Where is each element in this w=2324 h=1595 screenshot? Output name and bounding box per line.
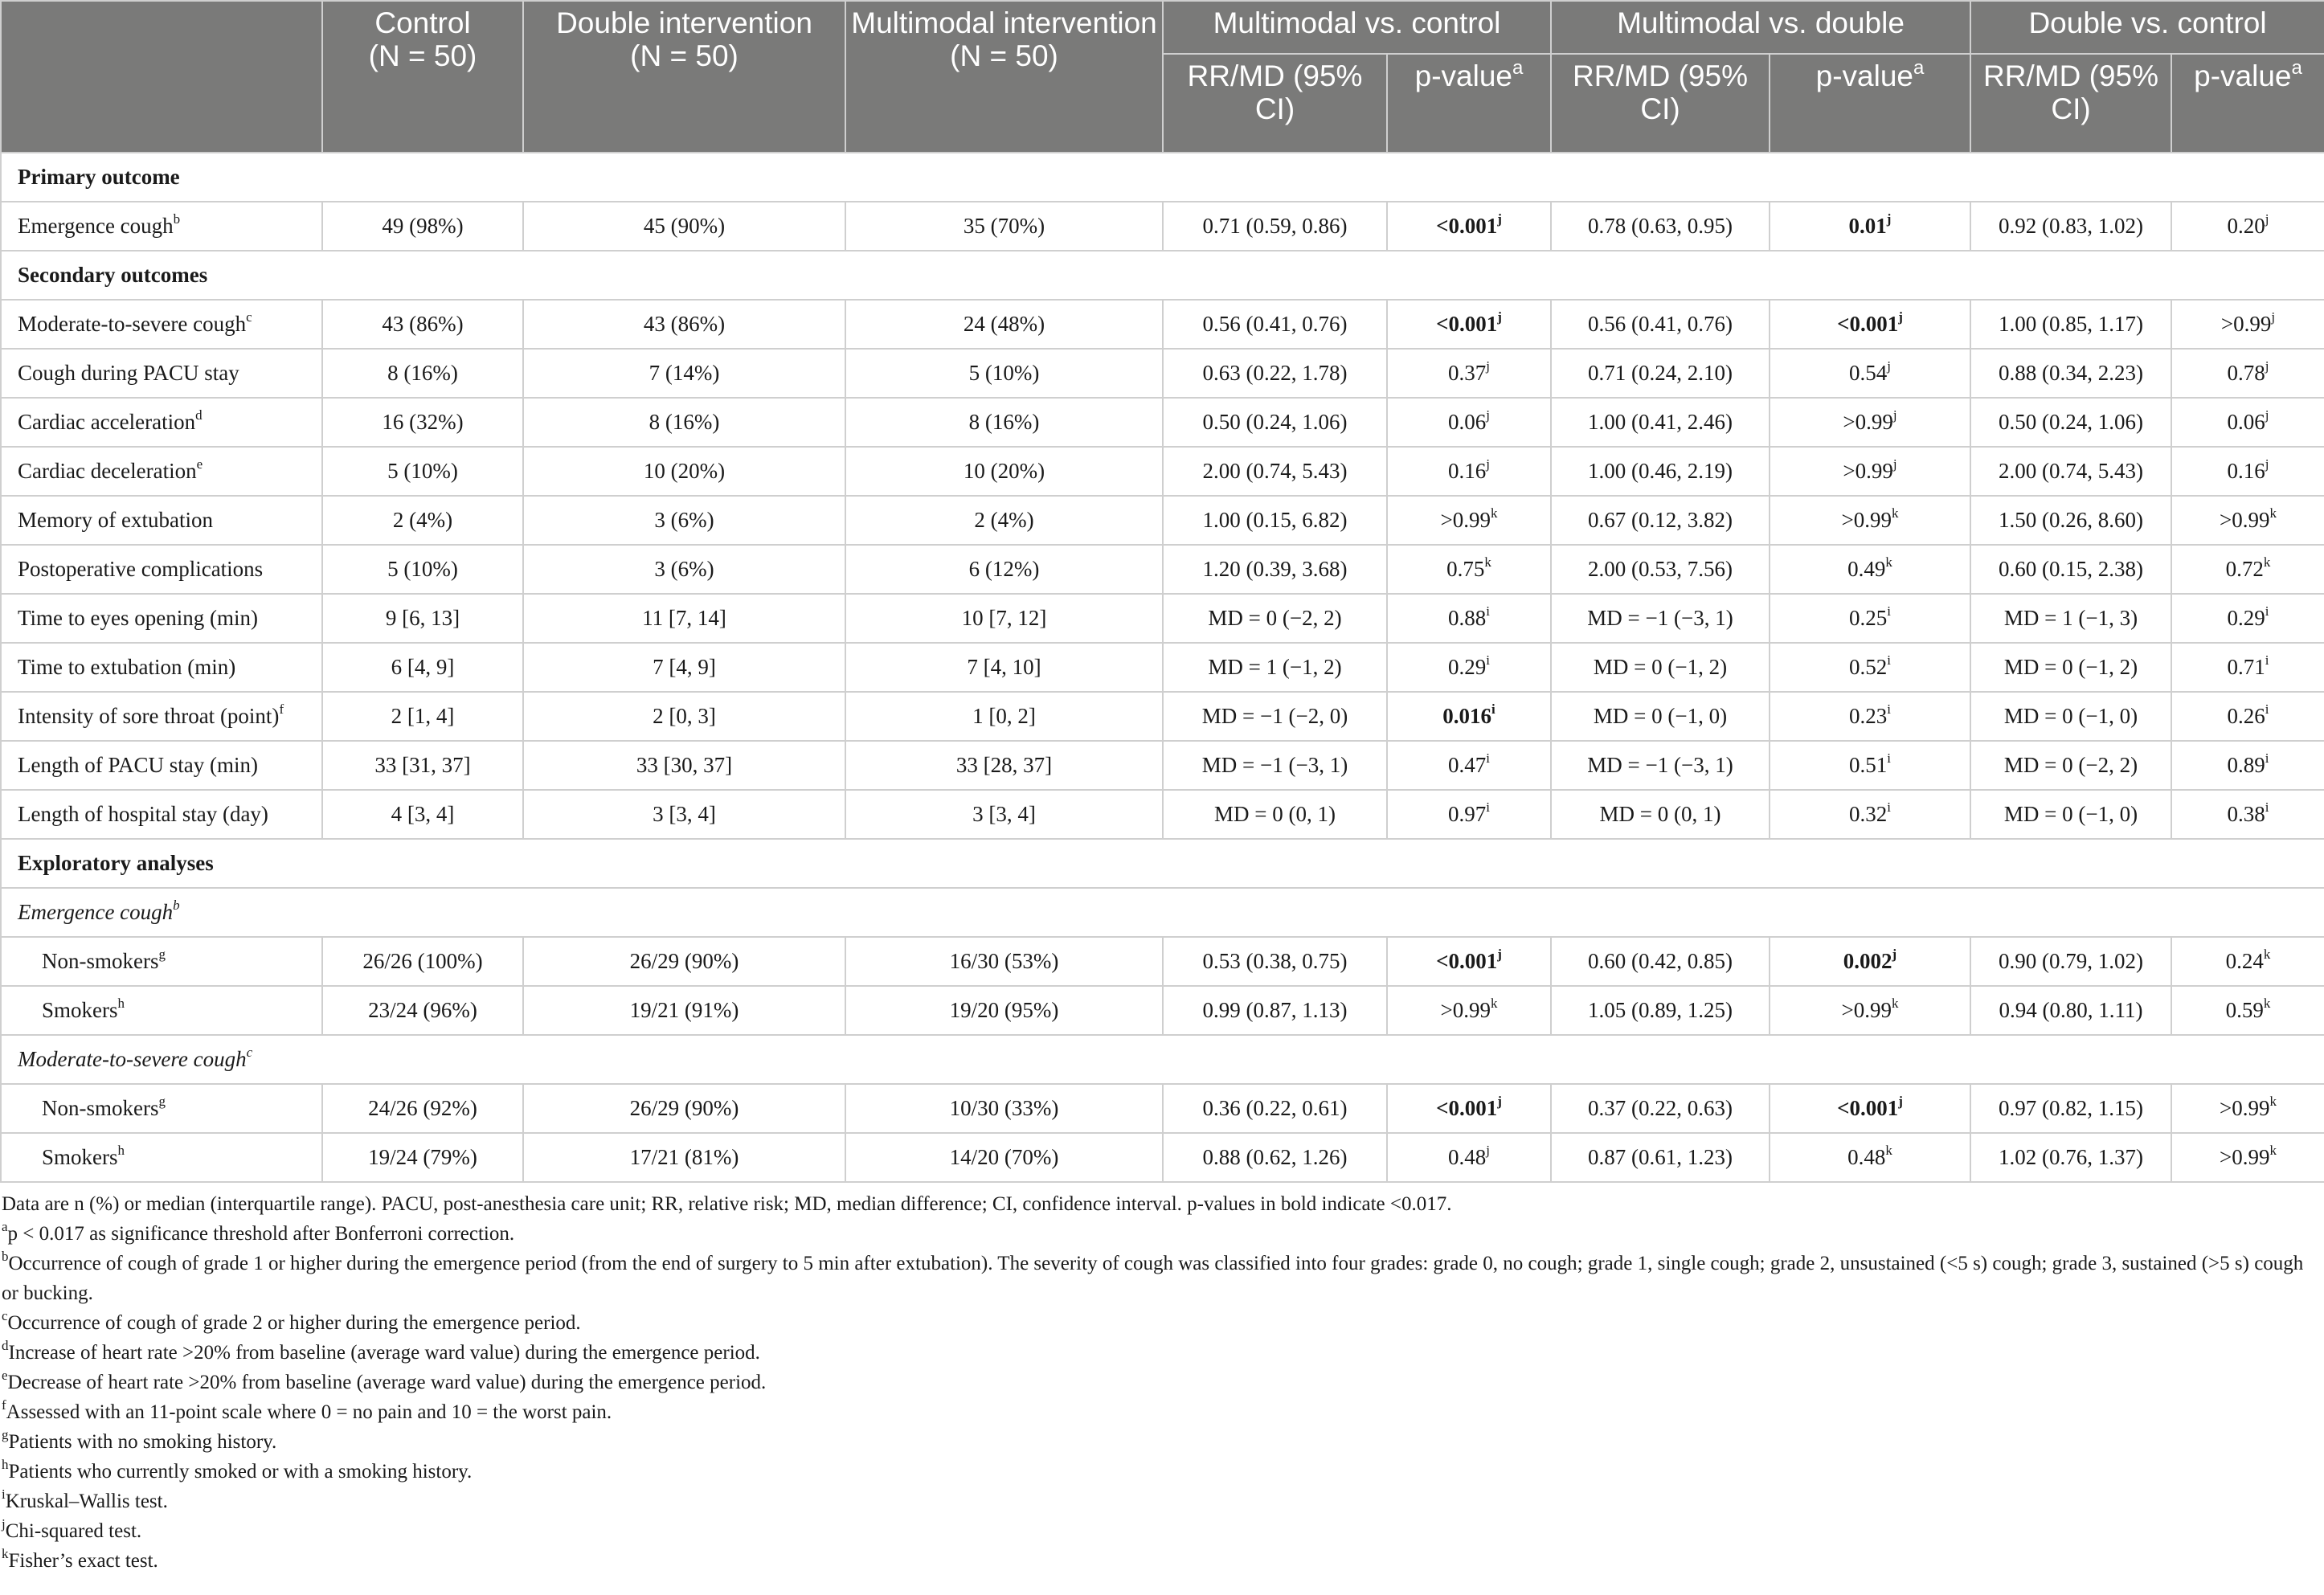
table-row [1, 643, 2324, 692]
mvc-rr-cell: MD = −1 (−3, 1) [1163, 741, 1387, 790]
footnote-mark: j [1898, 309, 1903, 325]
mvd-p-cell: $>0.99^j$ [1770, 447, 1970, 496]
mvc-rr-cell: 0.63 (0.22, 1.78) [1163, 349, 1387, 398]
subgroup-title: Emergence cough$^b$ [1, 888, 2324, 937]
multimodal-cell: 19/20 (95%) [845, 986, 1163, 1035]
mvd-p-cell: 0.25$^i$ [1770, 594, 1970, 643]
footnote-mark: j [1497, 309, 1502, 325]
table-body [1, 153, 2324, 1182]
footnote-mark: c [246, 309, 252, 325]
table-row [1, 692, 2324, 741]
footnote-mark: j [2265, 407, 2269, 423]
footnote-mark: k [2263, 554, 2271, 570]
footnote-mark: b [173, 211, 181, 227]
table-row [1, 741, 2324, 790]
header-comparison-mvc: Multimodal vs. control [1163, 1, 1551, 54]
mvc-rr-cell: 0.50 (0.24, 1.06) [1163, 398, 1387, 447]
control-cell: 8 (16%) [322, 349, 523, 398]
double-cell: 26/29 (90%) [523, 937, 845, 986]
mvc-rr-cell: 0.56 (0.41, 0.76) [1163, 300, 1387, 349]
row-label: Cardiac deceleration$^e$ [1, 447, 322, 496]
double-cell: 3 (6%) [523, 545, 845, 594]
mvd-rr-cell: 0.87 (0.61, 1.23) [1551, 1133, 1770, 1182]
row-label: Non-smokers$^g$ [1, 937, 322, 986]
dvc-p-cell: 0.24$^k$ [2171, 937, 2324, 986]
table-row [1, 1133, 2324, 1182]
dvc-p-cell: 0.78$^j$ [2171, 349, 2324, 398]
table-row [1, 300, 2324, 349]
row-label: Memory of extubation [1, 496, 322, 545]
row-label: Postoperative complications [1, 545, 322, 594]
row-label: Cardiac acceleration$^d$ [1, 398, 322, 447]
footnote-mark: j [1497, 947, 1502, 962]
row-label: Time to extubation (min) [1, 643, 322, 692]
dvc-p-cell: 0.16$^j$ [2171, 447, 2324, 496]
control-cell: 26/26 (100%) [322, 937, 523, 986]
mvd-rr-cell: 0.60 (0.42, 0.85) [1551, 937, 1770, 986]
dvc-rr-cell: MD = 0 (−1, 0) [1970, 790, 2171, 839]
multimodal-cell: 3 [3, 4] [845, 790, 1163, 839]
double-cell: 45 (90%) [523, 202, 845, 251]
footnote-mark: e [196, 456, 203, 472]
double-cell: 3 (6%) [523, 496, 845, 545]
footnote-mark: i [2265, 603, 2269, 619]
footnote-mark: i [2265, 750, 2269, 766]
double-cell: 43 (86%) [523, 300, 845, 349]
mvc-rr-cell: MD = 1 (−1, 2) [1163, 643, 1387, 692]
mvd-rr-cell: 1.00 (0.46, 2.19) [1551, 447, 1770, 496]
row-label: Non-smokers$^g$ [1, 1084, 322, 1133]
mvd-p-cell: $<0.001^j$ [1770, 1084, 1970, 1133]
header-p-mvc: p-value$^a$ [1387, 54, 1551, 153]
double-cell: 10 (20%) [523, 447, 845, 496]
mvc-rr-cell: 0.36 (0.22, 0.61) [1163, 1084, 1387, 1133]
footnote-line: Data are n (%) or median (interquartile range). PACU, post-anesthesia care unit; RR, relative risk; MD, median difference; CI, confidence interval. p-values in bold indicate <0.017. [2, 1193, 1452, 1215]
section-title: Exploratory analyses [1, 839, 2324, 888]
footnote-mark: i [1486, 603, 1490, 619]
double-cell: 8 (16%) [523, 398, 845, 447]
footnote-mark: j [1486, 456, 1490, 472]
mvc-p-cell: $<0.001^j$ [1387, 937, 1551, 986]
dvc-p-cell: $>0.99^k$ [2171, 496, 2324, 545]
footnote-mark: k [1491, 996, 1498, 1011]
mvc-p-cell: 0.016$^i$ [1387, 692, 1551, 741]
header-comparison-dvc: Double vs. control [1970, 1, 2324, 54]
header-blank [1, 1, 322, 153]
footnote-mark: k [2, 1545, 9, 1561]
dvc-rr-cell: MD = 0 (−2, 2) [1970, 741, 2171, 790]
row-label: Length of PACU stay (min) [1, 741, 322, 790]
double-cell: 3 [3, 4] [523, 790, 845, 839]
multimodal-cell: 6 (12%) [845, 545, 1163, 594]
footnote-line: $^e$Decrease of heart rate >20% from baseline (average ward value) during the emergence period. [2, 1367, 767, 1393]
footnote-mark: i [1486, 652, 1490, 668]
footnote-mark: i [2265, 800, 2269, 815]
footnote-mark: j [1486, 1143, 1490, 1158]
mvd-p-cell: 0.01$^j$ [1770, 202, 1970, 251]
dvc-rr-cell: 1.50 (0.26, 8.60) [1970, 496, 2171, 545]
mvd-rr-cell: 1.05 (0.89, 1.25) [1551, 986, 1770, 1035]
footnote-mark: j [1892, 407, 1897, 423]
footnote-mark: k [2269, 505, 2277, 521]
dvc-p-cell: $>0.99^j$ [2171, 300, 2324, 349]
multimodal-cell: 24 (48%) [845, 300, 1163, 349]
mvc-p-cell: $>0.99^k$ [1387, 496, 1551, 545]
mvc-rr-cell: 0.71 (0.59, 0.86) [1163, 202, 1387, 251]
double-cell: 19/21 (91%) [523, 986, 845, 1035]
dvc-rr-cell: 0.92 (0.83, 1.02) [1970, 202, 2171, 251]
mvc-p-cell: $>0.99^k$ [1387, 986, 1551, 1035]
header-multimodal: Multimodal intervention (N = 50) [845, 1, 1163, 153]
footnote-mark: i [1491, 701, 1495, 717]
footnote-mark: k [1885, 554, 1892, 570]
header-p-mvd: p-value$^a$ [1770, 54, 1970, 153]
control-cell: 2 [1, 4] [322, 692, 523, 741]
control-cell: 19/24 (79%) [322, 1133, 523, 1182]
footnote-mark: k [2263, 996, 2271, 1011]
multimodal-cell: 7 [4, 10] [845, 643, 1163, 692]
control-cell: 23/24 (96%) [322, 986, 523, 1035]
dvc-rr-cell: 1.00 (0.85, 1.17) [1970, 300, 2171, 349]
mvc-rr-cell: 0.99 (0.87, 1.13) [1163, 986, 1387, 1035]
mvc-p-cell: 0.06$^j$ [1387, 398, 1551, 447]
section-title: Secondary outcomes [1, 251, 2324, 300]
footnote-mark: j [1892, 456, 1897, 472]
multimodal-cell: 16/30 (53%) [845, 937, 1163, 986]
mvc-p-cell: 0.97$^i$ [1387, 790, 1551, 839]
multimodal-cell: 8 (16%) [845, 398, 1163, 447]
mvd-p-cell: 0.32$^i$ [1770, 790, 1970, 839]
footnote-mark: i [2, 1486, 6, 1502]
mvc-p-cell: 0.16$^j$ [1387, 447, 1551, 496]
mvc-rr-cell: 1.20 (0.39, 3.68) [1163, 545, 1387, 594]
footnote-mark: c [246, 1045, 253, 1060]
footnote-line: $^h$Patients who currently smoked or with a smoking history. [2, 1456, 473, 1483]
control-cell: 43 (86%) [322, 300, 523, 349]
row-label: Smokers$^h$ [1, 986, 322, 1035]
dvc-p-cell: 0.89$^i$ [2171, 741, 2324, 790]
mvd-rr-cell: MD = −1 (−3, 1) [1551, 594, 1770, 643]
table-row [1, 496, 2324, 545]
footnote-mark: j [2265, 358, 2269, 374]
dvc-p-cell: 0.20$^j$ [2171, 202, 2324, 251]
footnote-mark: i [1887, 603, 1891, 619]
control-cell: 5 (10%) [322, 447, 523, 496]
mvd-p-cell: 0.52$^i$ [1770, 643, 1970, 692]
mvd-p-cell: $<0.001^j$ [1770, 300, 1970, 349]
footnote-mark: j [1486, 358, 1490, 374]
mvc-p-cell: 0.37$^j$ [1387, 349, 1551, 398]
mvd-rr-cell: MD = 0 (−1, 0) [1551, 692, 1770, 741]
control-cell: 16 (32%) [322, 398, 523, 447]
section-row [1, 153, 2324, 202]
footnote-line: $^c$Occurrence of cough of grade 2 or higher during the emergence period. [2, 1307, 581, 1334]
dvc-p-cell: 0.59$^k$ [2171, 986, 2324, 1035]
footnote-mark: k [2263, 947, 2271, 962]
footnotes [2, 1189, 2308, 1576]
mvc-p-cell: 0.75$^k$ [1387, 545, 1551, 594]
footnote-line: $^g$Patients with no smoking history. [2, 1426, 277, 1453]
footnote-mark: j [2271, 309, 2276, 325]
row-label: Cough during PACU stay [1, 349, 322, 398]
table-row [1, 1084, 2324, 1133]
footnote-line: $^k$Fisher’s exact test. [2, 1545, 158, 1572]
mvd-rr-cell: 0.37 (0.22, 0.63) [1551, 1084, 1770, 1133]
footnote-mark: j [1497, 1094, 1502, 1109]
multimodal-cell: 14/20 (70%) [845, 1133, 1163, 1182]
footnote-line: $^i$Kruskal–Wallis test. [2, 1486, 168, 1512]
footnote-mark: k [1484, 554, 1491, 570]
footnote-mark: i [1887, 652, 1891, 668]
table-row [1, 594, 2324, 643]
double-cell: 2 [0, 3] [523, 692, 845, 741]
footnote-line: $^f$Assessed with an 11-point scale where 0 = no pain and 10 = the worst pain. [2, 1397, 612, 1423]
control-cell: 2 (4%) [322, 496, 523, 545]
dvc-rr-cell: 2.00 (0.74, 5.43) [1970, 447, 2171, 496]
header-comparison-mvd: Multimodal vs. double [1551, 1, 1970, 54]
footnote-mark: d [2, 1337, 9, 1353]
footnote-mark: i [1887, 800, 1891, 815]
footnote-mark: i [1887, 750, 1891, 766]
mvc-p-cell: 0.47$^i$ [1387, 741, 1551, 790]
dvc-rr-cell: 1.02 (0.76, 1.37) [1970, 1133, 2171, 1182]
mvc-p-cell: 0.88$^i$ [1387, 594, 1551, 643]
row-label: Time to eyes opening (min) [1, 594, 322, 643]
mvd-p-cell: $>0.99^k$ [1770, 986, 1970, 1035]
multimodal-cell: 10 (20%) [845, 447, 1163, 496]
multimodal-cell: 1 [0, 2] [845, 692, 1163, 741]
footnote-mark: d [195, 407, 203, 423]
multimodal-cell: 10 [7, 12] [845, 594, 1163, 643]
header-control-n: (N = 50) [368, 39, 477, 72]
footnote-mark: h [2, 1456, 9, 1472]
footnote-mark: g [2, 1426, 9, 1442]
subgroup-row [1, 888, 2324, 937]
footnote-mark: k [1892, 996, 1899, 1011]
dvc-p-cell: 0.72$^k$ [2171, 545, 2324, 594]
dvc-rr-cell: 0.90 (0.79, 1.02) [1970, 937, 2171, 986]
multimodal-cell: 33 [28, 37] [845, 741, 1163, 790]
dvc-rr-cell: MD = 0 (−1, 0) [1970, 692, 2171, 741]
mvc-p-cell: $<0.001^j$ [1387, 202, 1551, 251]
footnote-line: $^d$Increase of heart rate >20% from baseline (average ward value) during the emergence period. [2, 1337, 760, 1364]
footnote-mark: g [158, 1094, 166, 1109]
section-row [1, 251, 2324, 300]
mvd-p-cell: 0.51$^i$ [1770, 741, 1970, 790]
footnote-mark: f [279, 701, 284, 717]
footnote-mark: a [2, 1218, 8, 1234]
footnote-mark: k [1885, 1143, 1892, 1158]
mvd-rr-cell: 2.00 (0.53, 7.56) [1551, 545, 1770, 594]
row-label: Length of hospital stay (day) [1, 790, 322, 839]
footnote-mark: c [2, 1307, 8, 1323]
header-double-n: (N = 50) [630, 39, 739, 72]
mvd-rr-cell: MD = 0 (0, 1) [1551, 790, 1770, 839]
table-row [1, 790, 2324, 839]
multimodal-cell: 10/30 (33%) [845, 1084, 1163, 1133]
double-cell: 33 [30, 37] [523, 741, 845, 790]
table-row [1, 447, 2324, 496]
table-row [1, 349, 2324, 398]
mvc-rr-cell: MD = 0 (0, 1) [1163, 790, 1387, 839]
header-rr-mvd: RR/MD (95% CI) [1551, 54, 1770, 153]
dvc-p-cell: $>0.99^k$ [2171, 1084, 2324, 1133]
footnote-mark: j [1892, 947, 1897, 962]
footnote-mark: k [2269, 1094, 2277, 1109]
footnote-mark: j [1486, 407, 1490, 423]
section-row [1, 839, 2324, 888]
dvc-p-cell: 0.71$^i$ [2171, 643, 2324, 692]
dvc-p-cell: 0.06$^j$ [2171, 398, 2324, 447]
footnote-mark: k [1491, 505, 1498, 521]
table-row [1, 937, 2324, 986]
section-title: Primary outcome [1, 153, 2324, 202]
footnote-mark: i [2265, 652, 2269, 668]
header-double: Double intervention (N = 50) [523, 1, 845, 153]
footnote-mark: k [2269, 1143, 2277, 1158]
mvd-p-cell: 0.48$^k$ [1770, 1133, 1970, 1182]
mvc-rr-cell: MD = 0 (−2, 2) [1163, 594, 1387, 643]
mvc-p-cell: $<0.001^j$ [1387, 1084, 1551, 1133]
mvd-rr-cell: MD = −1 (−3, 1) [1551, 741, 1770, 790]
footnote-mark: j [2265, 456, 2269, 472]
mvd-p-cell: 0.002$^j$ [1770, 937, 1970, 986]
mvd-rr-cell: 0.78 (0.63, 0.95) [1551, 202, 1770, 251]
footnote-mark: b [2, 1248, 9, 1264]
control-cell: 49 (98%) [322, 202, 523, 251]
dvc-p-cell: $>0.99^k$ [2171, 1133, 2324, 1182]
footnote-mark: k [1892, 505, 1899, 521]
mvd-p-cell: 0.49$^k$ [1770, 545, 1970, 594]
double-cell: 11 [7, 14] [523, 594, 845, 643]
mvd-rr-cell: 0.56 (0.41, 0.76) [1551, 300, 1770, 349]
control-cell: 5 (10%) [322, 545, 523, 594]
mvd-rr-cell: 1.00 (0.41, 2.46) [1551, 398, 1770, 447]
control-cell: 4 [3, 4] [322, 790, 523, 839]
multimodal-cell: 35 (70%) [845, 202, 1163, 251]
footnote-mark: h [117, 1143, 125, 1158]
footnote-mark: g [158, 947, 166, 962]
footnote-mark: h [117, 996, 125, 1011]
dvc-rr-cell: 0.50 (0.24, 1.06) [1970, 398, 2171, 447]
header-p-dvc: p-value$^a$ [2171, 54, 2324, 153]
dvc-rr-cell: MD = 1 (−1, 3) [1970, 594, 2171, 643]
footnote-mark: i [1486, 800, 1490, 815]
double-cell: 7 (14%) [523, 349, 845, 398]
control-cell: 33 [31, 37] [322, 741, 523, 790]
footnote-mark: j [2265, 211, 2269, 227]
mvd-p-cell: $>0.99^j$ [1770, 398, 1970, 447]
table-row [1, 398, 2324, 447]
footnote-mark: j [1497, 211, 1502, 227]
mvc-rr-cell: 2.00 (0.74, 5.43) [1163, 447, 1387, 496]
table-row [1, 986, 2324, 1035]
subgroup-title: Moderate-to-severe cough$^c$ [1, 1035, 2324, 1084]
mvc-rr-cell: 0.53 (0.38, 0.75) [1163, 937, 1387, 986]
mvc-rr-cell: MD = −1 (−2, 0) [1163, 692, 1387, 741]
mvc-p-cell: 0.48$^j$ [1387, 1133, 1551, 1182]
row-label: Smokers$^h$ [1, 1133, 322, 1182]
mvd-p-cell: $>0.99^k$ [1770, 496, 1970, 545]
dvc-p-cell: 0.29$^i$ [2171, 594, 2324, 643]
table-row [1, 202, 2324, 251]
mvc-rr-cell: 0.88 (0.62, 1.26) [1163, 1133, 1387, 1182]
footnote-mark: i [1887, 701, 1891, 717]
mvd-rr-cell: MD = 0 (−1, 2) [1551, 643, 1770, 692]
multimodal-cell: 2 (4%) [845, 496, 1163, 545]
dvc-rr-cell: 0.88 (0.34, 2.23) [1970, 349, 2171, 398]
footnote-mark: j [1898, 1094, 1903, 1109]
footnote-mark: i [2265, 701, 2269, 717]
mvd-p-cell: 0.23$^i$ [1770, 692, 1970, 741]
double-cell: 17/21 (81%) [523, 1133, 845, 1182]
dvc-rr-cell: MD = 0 (−1, 2) [1970, 643, 2171, 692]
footnote-mark: b [173, 898, 180, 913]
control-cell: 9 [6, 13] [322, 594, 523, 643]
footnote-line: $^b$Occurrence of cough of grade 1 or higher during the emergence period (from the end of surgery to 5 min after extubation). The severity of cough was classified into four grades: grade 0, no cough; grade 1, single cough; grade 2, unsustained (<5 s) cough; grade 3, sustained (>5 s) cough or bucking. [2, 1248, 2304, 1304]
subgroup-row [1, 1035, 2324, 1084]
footnote-mark: j [1886, 211, 1892, 227]
row-label: Moderate-to-severe cough$^c$ [1, 300, 322, 349]
footnote-mark: j [2, 1515, 6, 1532]
footnote-mark: j [1887, 358, 1891, 374]
mvd-rr-cell: 0.71 (0.24, 2.10) [1551, 349, 1770, 398]
dvc-rr-cell: 0.97 (0.82, 1.15) [1970, 1084, 2171, 1133]
footnote-mark: e [2, 1367, 8, 1383]
mvd-rr-cell: 0.67 (0.12, 3.82) [1551, 496, 1770, 545]
footnote-line: $^a$p < 0.017 as significance threshold after Bonferroni correction. [2, 1218, 515, 1245]
footnote-mark: f [2, 1397, 6, 1413]
table-row [1, 545, 2324, 594]
row-label: Emergence cough$^b$ [1, 202, 322, 251]
mvd-p-cell: 0.54$^j$ [1770, 349, 1970, 398]
header-multimodal-n: (N = 50) [950, 39, 1058, 72]
dvc-p-cell: 0.26$^i$ [2171, 692, 2324, 741]
dvc-rr-cell: 0.60 (0.15, 2.38) [1970, 545, 2171, 594]
header-rr-mvc: RR/MD (95% CI) [1163, 54, 1387, 153]
row-label: Intensity of sore throat (point)$^f$ [1, 692, 322, 741]
mvc-p-cell: 0.29$^i$ [1387, 643, 1551, 692]
footnote-line: $^j$Chi-squared test. [2, 1515, 142, 1542]
header-rr-dvc: RR/MD (95% CI) [1970, 54, 2171, 153]
control-cell: 6 [4, 9] [322, 643, 523, 692]
mvc-rr-cell: 1.00 (0.15, 6.82) [1163, 496, 1387, 545]
header-control: Control (N = 50) [322, 1, 523, 153]
dvc-rr-cell: 0.94 (0.80, 1.11) [1970, 986, 2171, 1035]
multimodal-cell: 5 (10%) [845, 349, 1163, 398]
double-cell: 26/29 (90%) [523, 1084, 845, 1133]
double-cell: 7 [4, 9] [523, 643, 845, 692]
footnote-mark: i [1486, 750, 1490, 766]
dvc-p-cell: 0.38$^i$ [2171, 790, 2324, 839]
control-cell: 24/26 (92%) [322, 1084, 523, 1133]
mvc-p-cell: $<0.001^j$ [1387, 300, 1551, 349]
